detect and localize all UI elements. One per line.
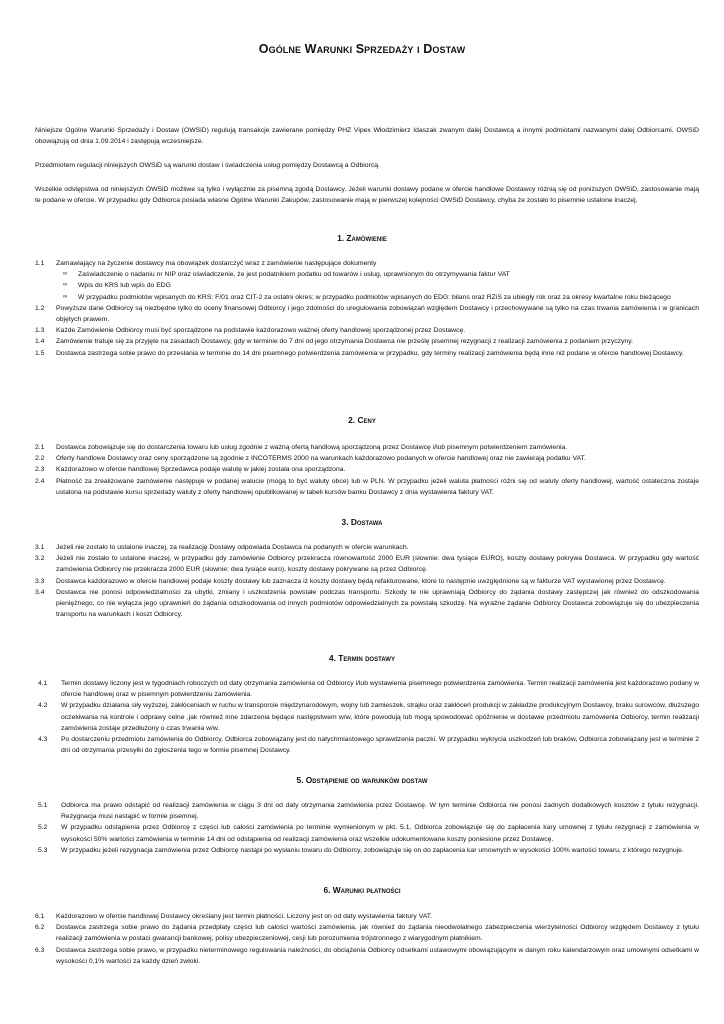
bullet-icon: ∞ [63,293,68,300]
section-heading: 1. Zamówienie [337,233,387,243]
clause-number: 6.2 [35,924,45,932]
bullet-icon: ∞ [63,282,68,289]
clause [35,542,699,553]
clause-text: Dostawca zastrzega sobie prawo, w przypadku nieterminowego regulowania należności, do obciążenia Odbiorcy odsetkami ustawowymi obowiązującymi w danym roku kalendarzowym oraz umownymi odsetkami w wysokości 0,1% wartości za każdy dzień zwłoki. [56,946,699,965]
clause [35,258,699,269]
section-body [35,542,699,620]
clause-text: Każde Zamówienie Odbiorcy musi być sporządzone na podstawie każdorazowo ważnej oferty handlowej sporządzonej przez Dostawcę. [56,327,466,335]
clause [35,800,699,822]
clause-text: Dostawca zastrzega sobie prawo do żądania przedpłaty części lub całości wartości zamówienia, jak również do żądania nieodwołalnego zabezpieczenia wierzytelności Odbiorcy względem Dostawcy z tytułu realizacji zamówienia w postaci gwarancji bankowej, polisy ubezpieczeniowej, cesji lub porozumienia trójstronnego z wiarygodnym płatnikiem. [56,924,699,943]
clause-number: 6.3 [35,946,45,954]
clause [35,922,699,944]
bullet-item [35,280,699,291]
clause [35,822,699,844]
clause-number: 4.1 [38,680,48,687]
clause [35,348,699,359]
clause-text: W przypadku jeżeli rezygnacja zamówienia przez Odbiorcę nastąpi po wysłaniu towaru do Odbiorcy, zobowiązuje się on do zapłacenia kar umownych w wysokości 100% wartości towaru, z którego rezygnuje. [61,846,684,854]
section-heading: 5. Odstąpienie od warunków dostaw [296,775,428,785]
clause-text: Oferty handlowe Dostawcy oraz ceny sporządzone są zgodnie z INCOTERMS 2000 na warunkach każdorazowo podanych w ofercie handlowej oraz nie zawierają podatku VAT. [56,455,586,463]
clause [35,911,699,922]
intro-paragraph-2: Przedmiotem regulacji niniejszych OWSiD są warunki dostaw i świadczenia usług pomiędzy Dostawcą a Odbiorcą. [35,162,380,169]
clause-number: 1.5 [35,349,45,357]
bullet-text: Zaświadczenie o nadaniu nr NIP oraz oświadczenie, że jest podatnikiem podatku od towarów i usług, uprawnionym do otrzymywania faktur VAT [78,271,510,279]
clause-text: Jeżeli nie zostało to ustalone inaczej, w przypadku gdy zamówienie Odbiorcy przekracza równowartość 2000 EUR (słownie: dwa tysiące EURO), koszty dostawy pokrywa Dostawca. W przypadku gdy wartość zamówienia Odbiorcy nie przekracza 2000 EUR (słownie: dwa tysiące euro), koszty dostawy pokrywane są przez Odbiorcę. [56,555,699,574]
clause [35,587,699,621]
section-body [35,258,699,359]
document-title: Ogólne Warunki Sprzedaży i Dostaw [258,42,466,56]
bullet-text: W przypadku podmiotów wpisanych do KRS: F/01 oraz CIT-2 za ostatni okres; w przypadku podmiotów wpisanych do EDG: bilans oraz RZiS za ubiegły rok oraz za okresy kwartalne roku bieżącego [78,293,671,301]
clause-number: 1.3 [35,327,45,335]
clause-text: Dostawca każdorazowo w ofercie handlowej podaje koszty dostawy lub zaznacza iż koszty dostawy będą refakturowane, które to następnie uwzględnione są w fakturze VAT wystawionej przez Dostawcę. [56,577,666,585]
section-body [35,442,699,498]
section-heading: 2. Ceny [348,415,376,425]
clause [35,678,699,700]
clause [35,476,699,498]
clause-text: Zamówienie tratuje się za przyjęte na zasadach Dostawcy, gdy w terminie do 7 dni od jego otrzymania Dostawca nie prześlę pisemnej rezygnacji z realizacji zamówienia z podaniem przyczyny. [56,338,633,346]
bullet-icon: ∞ [63,271,68,278]
clause-text: Płatność za zrealizowane zamówienie następuje w podanej walucie (mogą to być waluty obce) lub w PLN. W przypadku jeżeli waluta płatności różni się od waluty oferty handlowej, wartość ostateczna zostaje ustalona na podstawie kursu sprzedaży waluty z oferty handlowej opublikowanej w tabeli kursów banku Dostawcy z dnia wystawienia faktury VAT. [56,477,699,496]
clause [35,945,699,967]
clause [35,303,699,325]
clause-number: 3.1 [35,544,45,551]
clause-number: 5.1 [38,802,48,809]
bullet-item [35,292,699,303]
clause-text: Powyższe dane Odbiorcy są niezbędne tylko do oceny finansowej Odbiorcy i jego zdolności do uregulowania zobowiązań względem Dostawcy i przechowywane są tylko na czas trwania zamówienia i w granicach objętych prawem. [56,304,699,324]
clause [35,845,699,856]
clause-number: 3.2 [35,555,45,563]
section-body [35,911,699,967]
clause [35,442,699,453]
intro-paragraph-1: Niniejsze Ogólne Warunki Sprzedaży i Dostaw (OWSiD) regulują transakcje zawierane pomiędzy PHZ Vipex Włodzimierz Idaszak zwanym dalej Dostawcą a innymi podmiotami nazwanymi dalej Odbiorcami. OWSiD obowiązują od dnia 1.09.2014 i zastępują wcześniejsze. [35,127,699,146]
clause-text: Jeżeli nie zostało to ustalone inaczej, za realizację Dostawy odpowiada Dostawca na podanych w ofercie warunkach. [56,544,409,551]
clause-number: 2.1 [35,444,45,451]
clause-number: 5.2 [38,824,48,832]
intro-paragraph-3: Wszelkie odstępstwa od niniejszych OWSiD możliwe są tylko i wyłącznie za pisemną zgodą Dostawcy. Jeżeli warunki dostawy podane w ofercie handlowe Dostawcy różnią się od poniższych OWSiD, zastosowanie mają te podane w ofercie. W przypadku gdy Odbiorca posiada własne Ogólne Warunki Zakupów, zastosowanie mają w pierwszej kolejności OWSiD Dostawcy, chyba że zostało to pisemnie ustalone inaczej. [35,186,699,205]
clause-text: W przypadku działania siły wyższej, zakłóceniach w ruchu w transporcie międzynarodowym, wojny lub zamieszek, strajku oraz zakłóceń produkcji w zakładzie produkcyjnym Dostawcy, braku surowców, dłuższego oczekiwania na kontrole i odprawy celne ,jak również inne zdarzenia będące następstwem w/w, które powodują lub mogą spowodować opóźnienie w dostawie przedmiotu zamówienia Odbiorcy, termin realizacji zamówienia zostaje przedłużony o czas trwania w/w. [61,702,699,732]
clause-number: 3.3 [35,577,45,585]
section-heading: 6. Warunki płatności [323,885,401,895]
clause-number: 3.4 [35,588,45,596]
section-body [35,800,699,856]
section-body [35,678,699,756]
clause [35,453,699,464]
clause-text: Zamawiający na życzenie dostawcy ma obowiązek dostarczyć wraz z zamówienie następujące dokumenty [56,260,377,267]
clause-number: 1.2 [35,304,45,312]
bullet-item [35,269,699,280]
clause-text: Każdorazowo w ofercie handlowej Dostawcy określany jest termin płatności. Liczony jest on od daty wystawienia faktury VAT. [56,913,433,920]
clause-number: 2.2 [35,455,45,463]
bullet-text: Wpis do KRS lub wpis do EDG [78,282,171,290]
clause-number: 5.3 [38,846,48,854]
clause-number: 2.3 [35,466,45,474]
clause-number: 2.4 [35,477,45,485]
clause [35,576,699,587]
clause-text: Termin dostawy liczony jest w tygodniach roboczych od daty otrzymania zamówienia od Odbiorcy i/lub wystawienia pisemnego potwierdzenia zamówienia. Termin realizacji zamówienia jest każdorazowo podany w ofercie handlowej oraz w pisemnym potwierdzeniu zamówienia. [61,680,699,699]
clause-text: Dostawca zastrzega sobie prawo do przesłania w terminie do 14 dni pisemnego potwierdzenia zamówienia w przypadku, gdy terminy realizacji zamówienia będą inne niż podane w ofercie handlowej Dostawcy. [56,349,684,357]
clause [35,325,699,336]
clause-number: 1.1 [35,260,45,267]
clause-text: Dostawca zobowiązuje się do dostarczenia towaru lub usług zgodnie z ważną ofertą handlową sporządzoną przez Dostawcę i/lub pisemnym potwierdzeniem zamówienia. [56,444,568,451]
clause [35,734,699,756]
clause [35,464,699,475]
clause [35,700,699,734]
clause-text: W przypadku odstąpienia przez Odbiorcę z części lub całości zamówienia po terminie wymienionym w pkt. 5.1, Odbiorca zobowiązuje się do zapłacenia kary umownej z tytułu rezygnacji z zamówienia w wysokości 50% wartości zamówienia w terminie 14 dni od odstąpienia od realizacji zamówienia oraz wszelkie udokumentowane koszty poniesione przez Dostawcę. [61,824,699,843]
section-heading: 4. Termin dostawy [329,653,395,663]
clause [35,336,699,347]
clause-text: Po dostarczeniu przedmiotu zamówienia do Odbiorcy, Odbiorca zobowiązany jest do natychmiastowego sprawdzenia paczki. W przypadku wykrycia uszkodzeń lub braków, Odbiorca zobowiązany jest w terminie 2 dni od otrzymania przesyłki do zgłoszenia tego w formie pisemnej Dostawcy. [61,736,699,755]
clause-number: 1.4 [35,338,45,346]
clause-text: Dostawca nie ponosi odpowiedzialności za ubytki, zmiany i uszkodzenia powstałe podczas transportu. Szkody te nie uprawniają Odbiorcy do żądania dostawy zastępczej jak również do odszkodowania pieniężnego, co nie wyłącza jego uprawnień do żądania odszkodowania od innych podmiotów odpowiedzialnych za powstałą szkodzę. Na wyraźne żądanie Odbiorcy Dostawca zobowiązuje się do ubezpieczenia transportu na warunkach i koszt Odbiorcy. [56,588,699,619]
clause-number: 6.1 [35,913,45,920]
clause-number: 4.3 [38,736,48,744]
clause-text: Odbiorca ma prawo odstąpić od realizacji zamówienia w ciągu 3 dni od daty otrzymania zamówienia przez Dostawcę. W tym terminie Odbiorca nie ponosi żadnych dodatkowych kosztów z tytułu rezygnacji. Rezygnacja musi nastąpić w formie pisemnej. [61,802,699,821]
clause [35,553,699,575]
clause-number: 4.2 [38,702,48,710]
clause-text: Każdorazowo w ofercie handlowej Sprzedawca podaje walutę w jakiej została ona sporządzona. [56,466,346,474]
section-heading: 3. Dostawa [341,517,383,527]
